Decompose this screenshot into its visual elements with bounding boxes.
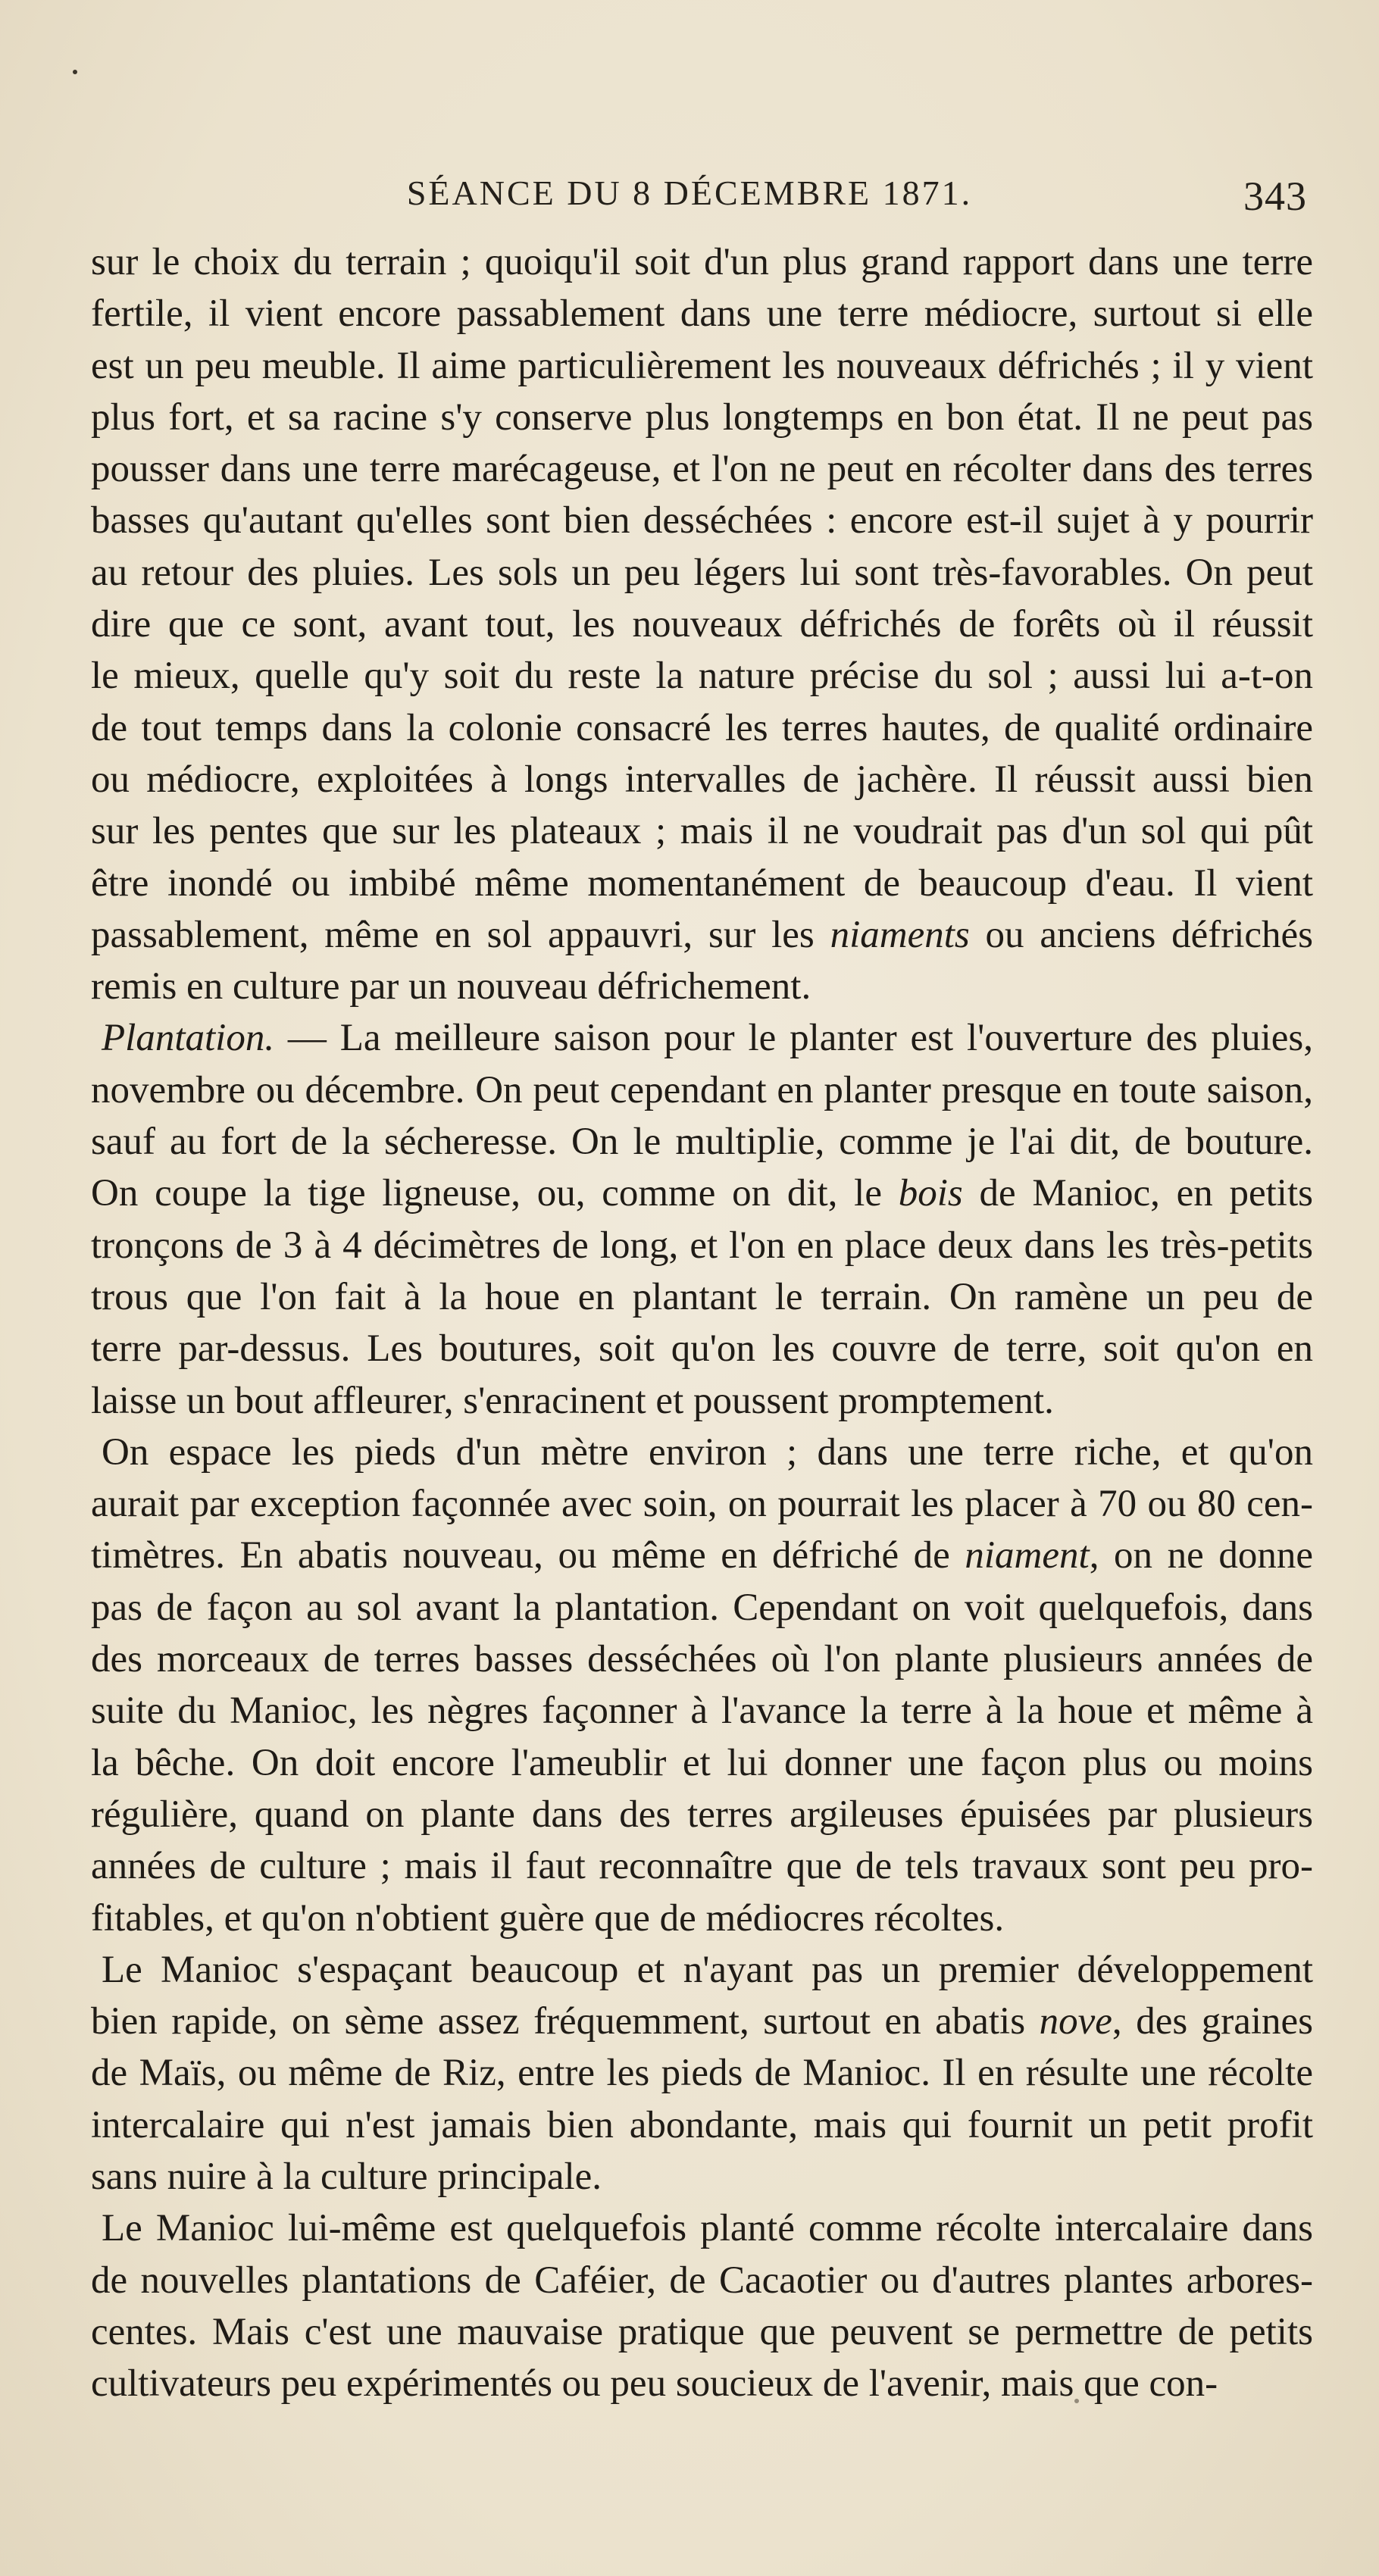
text-line: centes. Mais c'est une mauvaise pratique que peuvent se permettre de petits	[91, 2310, 1313, 2353]
text-line: terre par-dessus. Les boutures, soit qu'on les couvre de terre, soit qu'on en	[91, 1327, 1313, 1371]
text-line: Le Manioc lui-même est quelquefois planté comme récolte intercalaire dans	[102, 2207, 1313, 2250]
text-line: de tout temps dans la colonie consacré les terres hautes, de qualité ordinaire	[91, 706, 1313, 749]
text-line: suite du Manioc, les nègres façonner à l'avance la terre à la houe et même à	[91, 1690, 1313, 1733]
page-header	[0, 173, 1379, 226]
text-line: On coupe la tige ligneuse, ou, comme on dit, le bois de Manioc, en petits	[91, 1172, 1313, 1215]
text-line: sans nuire à la culture principale.	[91, 2155, 602, 2198]
ink-speck	[73, 70, 77, 74]
text-line: remis en culture par un nouveau défrichement.	[91, 965, 811, 1008]
paragraph-spacing	[91, 1427, 1313, 1944]
text-line: sur le choix du terrain ; quoiqu'il soit d'un plus grand rapport dans une terre	[91, 241, 1313, 283]
text-line: des morceaux de terres basses desséchées où l'on plante plusieurs années de	[91, 1638, 1313, 1681]
text-line: sauf au fort de la sécheresse. On le multiplie, comme je l'ai dit, de bouture.	[91, 1121, 1313, 1164]
text-line: régulière, quand on plante dans des terres argileuses épuisées par plusieurs	[91, 1793, 1313, 1836]
text-line: Le Manioc s'espaçant beaucoup et n'ayant pas un premier développement	[102, 1948, 1313, 1991]
text-line: de Maïs, ou même de Riz, entre les pieds de Manioc. Il en résulte une récolte	[91, 2052, 1313, 2095]
text-line: Plantation. — La meilleure saison pour le planter est l'ouverture des pluies,	[102, 1017, 1313, 1060]
body-text	[91, 236, 1313, 2409]
text-line: timètres. En abatis nouveau, ou même en défriché de niament, on ne donne	[91, 1534, 1313, 1577]
text-line: au retour des pluies. Les sols un peu légers lui sont très-favorables. On peut	[91, 551, 1313, 594]
page-number: 343	[1243, 174, 1307, 219]
text-line: fertile, il vient encore passablement dans une terre médiocre, surtout si elle	[91, 292, 1313, 336]
text-line: ou médiocre, exploitées à longs intervalles de jachère. Il réussit aussi bien	[91, 758, 1313, 801]
text-line: bien rapide, on sème assez fréquemment, surtout en abatis nove, des graines	[91, 2000, 1313, 2043]
text-line: aurait par exception façonnée avec soin, on pourrait les placer à 70 ou 80 cen-	[91, 1483, 1313, 1526]
text-line: On espace les pieds d'un mètre environ ; dans une terre riche, et qu'on	[102, 1430, 1313, 1474]
text-line: trous que l'on fait à la houe en plantant le terrain. On ramène un peu de	[91, 1275, 1313, 1318]
text-line: le mieux, quelle qu'y soit du reste la nature précise du sol ; aussi lui a-t-on	[91, 655, 1313, 698]
text-line: dire que ce sont, avant tout, les nouveaux défrichés de forêts où il réussit	[91, 603, 1313, 646]
text-line: sur les pentes que sur les plateaux ; mais il ne voudrait pas d'un sol qui pût	[91, 810, 1313, 853]
text-line: la bêche. On doit encore l'ameublir et lui donner une façon plus ou moins	[91, 1741, 1313, 1784]
text-line: novembre ou décembre. On peut cependant en planter presque en toute saison,	[91, 1068, 1313, 1111]
text-line: années de culture ; mais il faut reconnaître que de tels travaux sont peu pro-	[91, 1845, 1313, 1888]
paragraph-intercrop-coffee	[91, 2202, 1313, 2409]
paragraph-soil	[91, 236, 1313, 1012]
text-line: pousser dans une terre marécageuse, et l'on ne peut en récolter dans des terres	[91, 448, 1313, 491]
text-line: pas de façon au sol avant la plantation. Cependant on voit quelquefois, dans	[91, 1586, 1313, 1629]
text-line: laisse un bout affleurer, s'enracinent et poussent promptement.	[91, 1379, 1054, 1422]
text-line: plus fort, et sa racine s'y conserve plus longtemps en bon état. Il ne peut pas	[91, 395, 1313, 439]
running-head: SÉANCE DU 8 DÉCEMBRE 1871.	[406, 174, 973, 212]
text-line: cultivateurs peu expérimentés ou peu soucieux de l'avenir, mais que con-	[91, 2362, 1218, 2406]
text-line: être inondé ou imbibé même momentanément de beaucoup d'eau. Il vient	[91, 861, 1313, 905]
text-line: passablement, même en sol appauvri, sur les niaments ou anciens défrichés	[91, 913, 1313, 956]
text-line: fitables, et qu'on n'obtient guère que de médiocres récoltes.	[91, 1896, 1005, 1940]
paragraph-planting	[91, 1012, 1313, 1426]
text-line: intercalaire qui n'est jamais bien abondante, mais qui fournit un petit profit	[91, 2103, 1313, 2146]
text-line: tronçons de 3 à 4 décimètres de long, et l'on en place deux dans les très-petits	[91, 1224, 1313, 1267]
paragraph-intercrop-maize	[91, 1944, 1313, 2202]
text-line: basses qu'autant qu'elles sont bien desséchées : encore est-il sujet à y pourrir	[91, 499, 1313, 542]
text-line: de nouvelles plantations de Caféier, de Cacaotier ou d'autres plantes arbores-	[91, 2259, 1313, 2302]
text-line: est un peu meuble. Il aime particulièrement les nouveaux défrichés ; il y vient	[91, 344, 1313, 387]
